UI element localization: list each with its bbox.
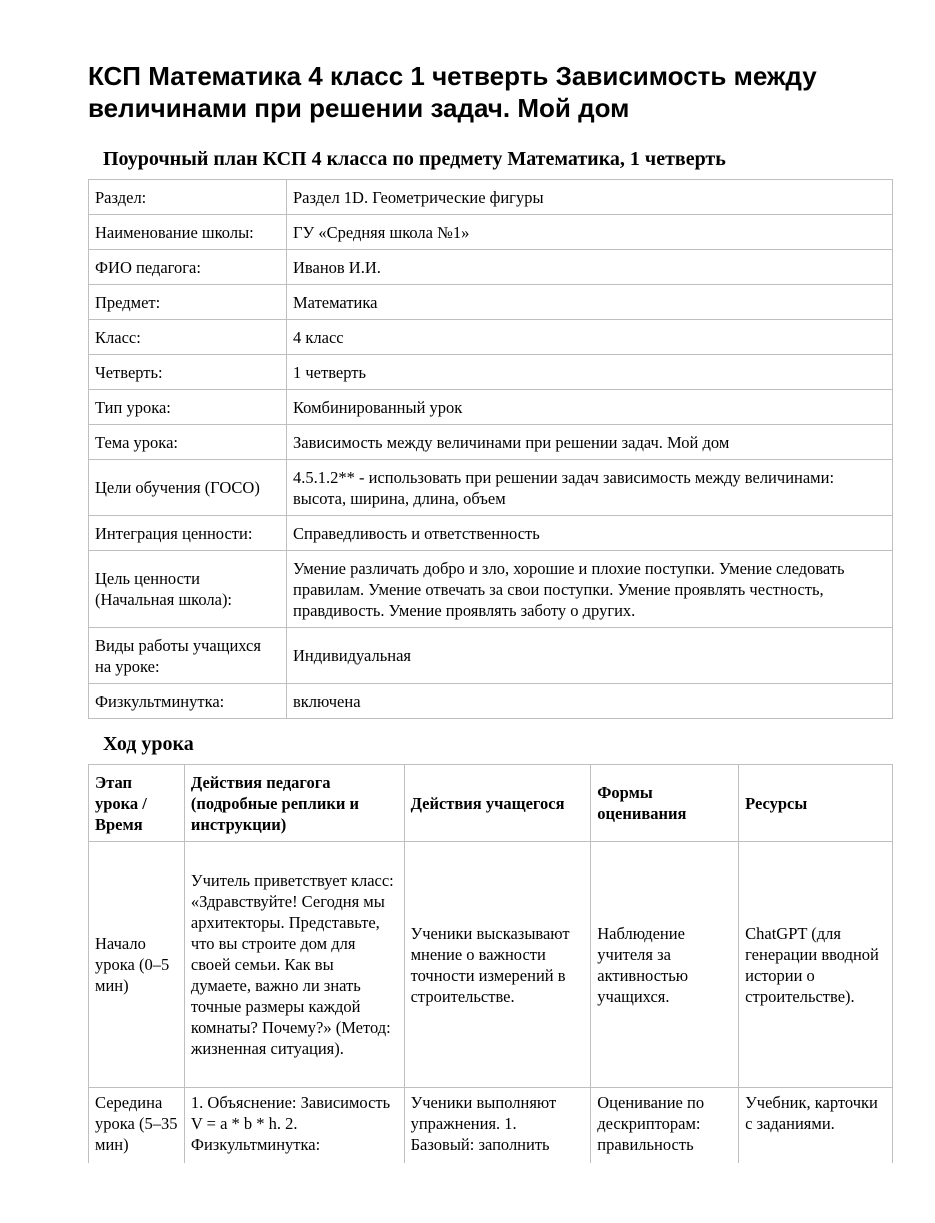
info-label: Физкультминутка: <box>89 684 287 719</box>
column-header-assessment: Формы оценивания <box>591 765 739 842</box>
page-title: КСП Математика 4 класс 1 четверть Зависимость между величинами при решении задач. Мой дом <box>88 61 817 123</box>
info-value: ГУ «Средняя школа №1» <box>287 215 893 250</box>
info-label: Раздел: <box>89 180 287 215</box>
info-value: Умение различать добро и зло, хорошие и плохие поступки. Умение следовать правилам. Умение отвечать за свои поступки. Умение проявлять честность, правдивость. Умение проявлять заботу о других. <box>287 551 893 628</box>
info-label: Четверть: <box>89 355 287 390</box>
info-value: 4.5.1.2** - использовать при решении задач зависимость между величинами: высота, ширина, длина, объем <box>287 460 893 516</box>
info-label: Тема урока: <box>89 425 287 460</box>
lesson-cell-student: Ученики высказывают мнение о важности точности измерений в строительстве. <box>404 842 591 1088</box>
info-row <box>89 628 893 684</box>
lesson-cell-resources: ChatGPT (для генерации вводной истории о строительстве). <box>739 842 893 1088</box>
info-label: Тип урока: <box>89 390 287 425</box>
info-row <box>89 180 893 215</box>
lesson-cell-teacher: Учитель приветствует класс: «Здравствуйте! Сегодня мы архитекторы. Представьте, что вы строите дом для своей семьи. Как вы думаете, важно ли знать точные размеры каждой комнаты? Почему?» (Метод: жизненная ситуация). <box>184 842 404 1088</box>
column-header-teacher: Действия педагога (подробные реплики и инструкции) <box>184 765 404 842</box>
info-row <box>89 516 893 551</box>
info-label: Виды работы учащихся на уроке: <box>89 628 287 684</box>
page-bottom-mask <box>0 1163 935 1223</box>
plan-subtitle: Поурочный план КСП 4 класса по предмету Математика, 1 четверть <box>103 148 726 170</box>
info-value: Раздел 1D. Геометрические фигуры <box>287 180 893 215</box>
info-row <box>89 460 893 516</box>
column-header-stage: Этап урока / Время <box>89 765 185 842</box>
info-row <box>89 320 893 355</box>
info-label: Класс: <box>89 320 287 355</box>
lesson-cell-assessment: Наблюдение учителя за активностью учащихся. <box>591 842 739 1088</box>
info-value: Комбинированный урок <box>287 390 893 425</box>
info-label: ФИО педагога: <box>89 250 287 285</box>
info-value: Математика <box>287 285 893 320</box>
info-label: Предмет: <box>89 285 287 320</box>
info-row <box>89 285 893 320</box>
lesson-row <box>89 1088 893 1168</box>
info-value: включена <box>287 684 893 719</box>
lesson-cell-stage: Середина урока (5–35 мин) <box>89 1088 185 1168</box>
lesson-cell-resources: Учебник, карточки с заданиями. <box>739 1088 893 1168</box>
info-label: Интеграция ценности: <box>89 516 287 551</box>
info-row <box>89 684 893 719</box>
info-value: Иванов И.И. <box>287 250 893 285</box>
info-label: Наименование школы: <box>89 215 287 250</box>
info-value: 4 класс <box>287 320 893 355</box>
info-value: 1 четверть <box>287 355 893 390</box>
info-row <box>89 551 893 628</box>
lesson-table <box>88 764 893 1168</box>
column-header-student: Действия учащегося <box>404 765 591 842</box>
lesson-cell-assessment: Оценивание по дескрипторам: правильность <box>591 1088 739 1168</box>
info-row <box>89 355 893 390</box>
lesson-row <box>89 842 893 1088</box>
info-row <box>89 425 893 460</box>
lesson-section-title: Ход урока <box>103 733 194 755</box>
lesson-cell-student: Ученики выполняют упражнения. 1. Базовый: заполнить <box>404 1088 591 1168</box>
lesson-cell-stage: Начало урока (0–5 мин) <box>89 842 185 1088</box>
lesson-header-row <box>89 765 893 842</box>
info-row <box>89 390 893 425</box>
info-value: Зависимость между величинами при решении задач. Мой дом <box>287 425 893 460</box>
info-row <box>89 215 893 250</box>
info-table <box>88 179 893 719</box>
info-label: Цель ценности (Начальная школа): <box>89 551 287 628</box>
info-value: Индивидуальная <box>287 628 893 684</box>
info-label: Цели обучения (ГОСО) <box>89 460 287 516</box>
lesson-cell-teacher: 1. Объяснение: Зависимость V = a * b * h. 2. Физкультминутка: <box>184 1088 404 1168</box>
info-value: Справедливость и ответственность <box>287 516 893 551</box>
column-header-resources: Ресурсы <box>739 765 893 842</box>
info-row <box>89 250 893 285</box>
